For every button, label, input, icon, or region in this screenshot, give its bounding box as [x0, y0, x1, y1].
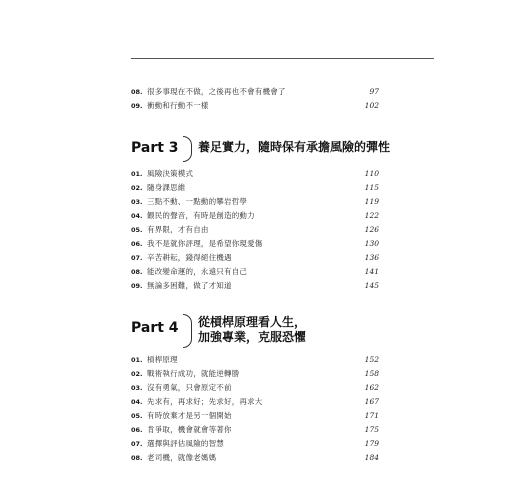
toc-entry[interactable] [131, 381, 379, 395]
toc-entry[interactable] [131, 237, 379, 251]
toc-entry[interactable] [131, 167, 379, 181]
toc-entry[interactable] [131, 437, 379, 451]
entry-title: 隨身課思維 [147, 183, 186, 192]
entry-number: 07. [131, 254, 143, 262]
entry-page: 179 [364, 439, 379, 448]
toc-entry[interactable] [131, 395, 379, 409]
entry-number: 07. [131, 440, 143, 448]
entry-title: 三點不動、一點動的攀岩哲學 [147, 197, 248, 206]
entry-number: 06. [131, 240, 143, 248]
entry-page: 184 [364, 453, 379, 462]
toc-entry[interactable] [131, 423, 379, 437]
entry-page: 126 [364, 225, 379, 234]
toc-entry[interactable] [131, 251, 379, 265]
entry-title: 老司機，就像老媽媽 [147, 453, 217, 462]
entry-number: 08. [131, 88, 143, 96]
entry-page: 136 [364, 253, 379, 262]
part4-label: Part 4 [131, 320, 179, 336]
toc-entry[interactable] [131, 367, 379, 381]
entry-title: 辛苦耕耘，錢得絕住機遇 [147, 253, 232, 262]
entry-title: 有界限，才有自由 [147, 225, 209, 234]
entry-number: 06. [131, 426, 143, 434]
entry-page: 145 [364, 281, 379, 290]
entry-title: 先求有，再求好；先求好，再求大 [147, 397, 263, 406]
top-rule [131, 58, 434, 59]
toc-entry[interactable] [131, 181, 379, 195]
entry-page: 158 [364, 369, 379, 378]
entry-title: 選擇與評估風險的智慧 [147, 439, 224, 448]
entry-title: 肯爭取，機會就會等著你 [147, 425, 232, 434]
entry-title: 很多事現在不做，之後再也不會有機會了 [147, 87, 286, 96]
part3-title: 養足實力，隨時保有承擔風險的彈性 [198, 140, 391, 154]
entry-page: 119 [364, 197, 379, 206]
toc-entry[interactable] [131, 451, 379, 465]
entry-title: 戰術執行成功，就能逆轉勝 [147, 369, 240, 378]
entry-title: 沒有勇氣，只會原定不前 [147, 383, 232, 392]
entry-page: 162 [364, 383, 379, 392]
entry-page: 115 [364, 183, 379, 192]
entry-number: 08. [131, 454, 143, 462]
entry-title: 衝動和行動不一樣 [147, 101, 209, 110]
entry-page: 102 [364, 101, 379, 110]
entry-page: 152 [364, 355, 379, 364]
toc-entry[interactable] [131, 279, 379, 293]
entry-number: 03. [131, 198, 143, 206]
toc-entry[interactable] [131, 409, 379, 423]
entry-page: 171 [364, 411, 379, 420]
toc-entry[interactable] [131, 99, 379, 113]
part3-label: Part 3 [131, 140, 179, 156]
entry-title: 餵民的聲音，有時是創造的動力 [147, 211, 255, 220]
toc-entry[interactable] [131, 353, 379, 367]
entry-number: 02. [131, 370, 143, 378]
entry-title: 有時放棄才是另一個開始 [147, 411, 232, 420]
entry-title: 風險決策模式 [147, 169, 194, 178]
entry-page: 175 [364, 425, 379, 434]
part4-title [198, 315, 306, 345]
entry-number: 05. [131, 412, 143, 420]
entry-number: 08. [131, 268, 143, 276]
part4-title-line: 加強專業，克服恐懼 [198, 330, 307, 344]
entry-number: 04. [131, 398, 143, 406]
entry-title: 無論多困難，做了才知道 [147, 281, 232, 290]
entry-number: 05. [131, 226, 143, 234]
entry-title: 槓桿原理 [147, 355, 178, 364]
entry-page: 97 [369, 87, 379, 96]
entry-page: 110 [364, 169, 379, 178]
toc-entry[interactable] [131, 195, 379, 209]
entry-number: 09. [131, 102, 143, 110]
entry-title: 能改變命運的，永遠只有自己 [147, 267, 248, 276]
entry-number: 02. [131, 184, 143, 192]
part3-bracket [183, 136, 192, 162]
toc-entry[interactable] [131, 209, 379, 223]
entry-title: 我不是就你評理，是希望你現愛傷 [147, 239, 263, 248]
entry-page: 167 [364, 397, 379, 406]
toc-entry[interactable] [131, 265, 379, 279]
entry-number: 04. [131, 212, 143, 220]
toc-entry[interactable] [131, 223, 379, 237]
toc-entry[interactable] [131, 85, 379, 99]
entry-number: 01. [131, 170, 143, 178]
entry-page: 122 [364, 211, 379, 220]
part4-title-line: 從槓桿原理看人生， [198, 315, 307, 329]
entry-number: 09. [131, 282, 143, 290]
entry-page: 141 [364, 267, 379, 276]
entry-page: 130 [364, 239, 379, 248]
entry-number: 03. [131, 384, 143, 392]
part4-bracket [183, 314, 192, 348]
entry-number: 01. [131, 356, 143, 364]
